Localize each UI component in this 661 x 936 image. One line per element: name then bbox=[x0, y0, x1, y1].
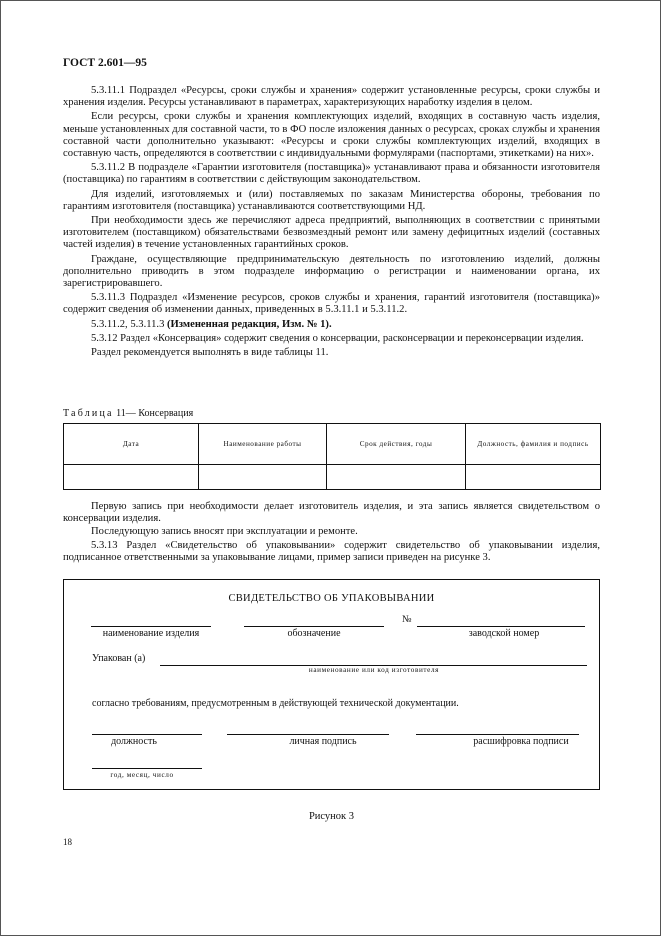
form-title: СВИДЕТЕЛЬСТВО ОБ УПАКОВЫВАНИИ bbox=[228, 593, 435, 604]
table-caption bbox=[63, 408, 193, 419]
table-cell bbox=[64, 465, 199, 490]
conservation-table bbox=[63, 423, 601, 490]
packing-certificate-form bbox=[63, 579, 600, 790]
date-line bbox=[92, 768, 202, 769]
table-cell bbox=[466, 465, 601, 490]
paragraph: Если ресурсы, сроки службы и хранения комплектующих изделий, входящих в составную часть изделия, меньше установленных для составной части, то в ФО после изложения данных о ресурсах, сроках службы и хранения составной части дополнительно указывают: «Ресурсы и сроки службы комплектующих изделий, входящих в составную часть, определяются в соответствии с индивидуальными формулярами (паспортами, этикетками) на них». bbox=[63, 111, 600, 160]
table-header-cell: Срок действия, годы bbox=[327, 424, 466, 465]
designation-label: обозначение bbox=[287, 628, 341, 639]
edition-note bbox=[63, 319, 600, 331]
table-caption-label: Таблица bbox=[63, 408, 114, 419]
edition-note-ref: 5.3.11.2, 5.3.11.3 bbox=[91, 318, 165, 330]
product-name-label: наименование изделия bbox=[102, 628, 200, 639]
table-header-cell: Дата bbox=[64, 424, 199, 465]
compliance-text: согласно требованиям, предусмотренным в действующей технической документации. bbox=[92, 698, 459, 709]
body-text-after-table bbox=[63, 501, 600, 565]
paragraph: При необходимости здесь же перечисляют адреса предприятий, выполняющих в соответствии с принятыми изготовителем (поставщиком) обязательствами безвозмездный ремонт или замену дефицитных изделий (составных частей изделия) в течение установленных гарантийных сроков. bbox=[63, 215, 600, 251]
signature-label: личная подпись bbox=[289, 736, 357, 747]
table-header-row bbox=[64, 424, 601, 465]
signature-line bbox=[227, 734, 389, 735]
paragraph: Первую запись при необходимости делает изготовитель изделия, и эта запись является свидетельством о консервации изделия. bbox=[63, 501, 600, 525]
table-header-cell: Должность, фамилия и подпись bbox=[466, 424, 601, 465]
paragraph-5-3-12: 5.3.12 Раздел «Консервация» содержит сведения о консервации, расконсервации и переконсервации изделия. bbox=[91, 332, 584, 344]
page-number: 18 bbox=[63, 837, 72, 847]
paragraph-5-3-11-1: 5.3.11.1 Подраздел «Ресурсы, сроки службы и хранения» содержит установленные ресурсы, сроки службы и хранения изделия. Ресурсы устанавливают в параметрах, характеризующих наработку изделия в целом. bbox=[63, 85, 600, 109]
position-line bbox=[92, 734, 202, 735]
position-label: должность bbox=[111, 736, 157, 747]
table-header-cell: Наименование работы bbox=[199, 424, 327, 465]
figure-caption: Рисунок 3 bbox=[308, 811, 355, 822]
paragraph: Граждане, осуществляющие предпринимательскую деятельность по изготовлению изделий, должны дополнительно приводить в этом подразделе информацию о регистрации и наименовании органа, их зарегистрировавшего. bbox=[63, 253, 600, 290]
table-cell bbox=[327, 465, 466, 490]
packer-label: наименование или код изготовителя bbox=[308, 666, 440, 674]
paragraph-5-3-13: 5.3.13 Раздел «Свидетельство об упаковывании» содержит свидетельство об упаковывании изделия, подписанное ответственными за упаковывание лицами, пример записи приведен на рисунке 3. bbox=[63, 539, 600, 563]
table-row bbox=[64, 465, 601, 490]
date-label: год, месяц, число bbox=[110, 771, 174, 779]
body-text bbox=[63, 85, 600, 361]
edition-note-bold: (Измененная редакция, Изм. № 1). bbox=[167, 318, 332, 330]
decoding-line bbox=[416, 734, 579, 735]
number-sign: № bbox=[402, 614, 412, 625]
paragraph-5-3-11-3: 5.3.11.3 Подраздел «Изменение ресурсов, сроков службы и хранения, гарантий изготовителя (поставщика)» содержит сведения об изменении данных, приведенных в 5.3.11.1 и 5.3.11.2. bbox=[63, 292, 600, 316]
packed-by-label: Упакован (а) bbox=[92, 653, 146, 664]
serial-number-label: заводской номер bbox=[468, 628, 540, 639]
paragraph: Раздел рекомендуется выполнять в виде таблицы 11. bbox=[91, 347, 329, 359]
product-name-line bbox=[91, 626, 211, 627]
table-caption-number: 11— bbox=[116, 408, 136, 419]
paragraph-5-3-11-2: 5.3.11.2 В подразделе «Гарантии изготовителя (поставщика)» устанавливают права и обязанности изготовителя (поставщика) по гарантиям в соответствии с действующим законодательством. bbox=[63, 162, 600, 186]
table-caption-title: Консервация bbox=[138, 408, 194, 419]
decoding-label: расшифровка подписи bbox=[473, 736, 569, 747]
designation-line bbox=[244, 626, 384, 627]
serial-number-line bbox=[417, 626, 585, 627]
paragraph: Для изделий, изготовляемых и (или) поставляемых по заказам Министерства обороны, требования по гарантиям изготовителя (поставщика) устанавливаются соответствующими НД. bbox=[63, 188, 600, 212]
table-cell bbox=[199, 465, 327, 490]
paragraph: Последующую запись вносят при эксплуатации и ремонте. bbox=[91, 526, 358, 538]
document-header: ГОСТ 2.601—95 bbox=[63, 57, 147, 69]
